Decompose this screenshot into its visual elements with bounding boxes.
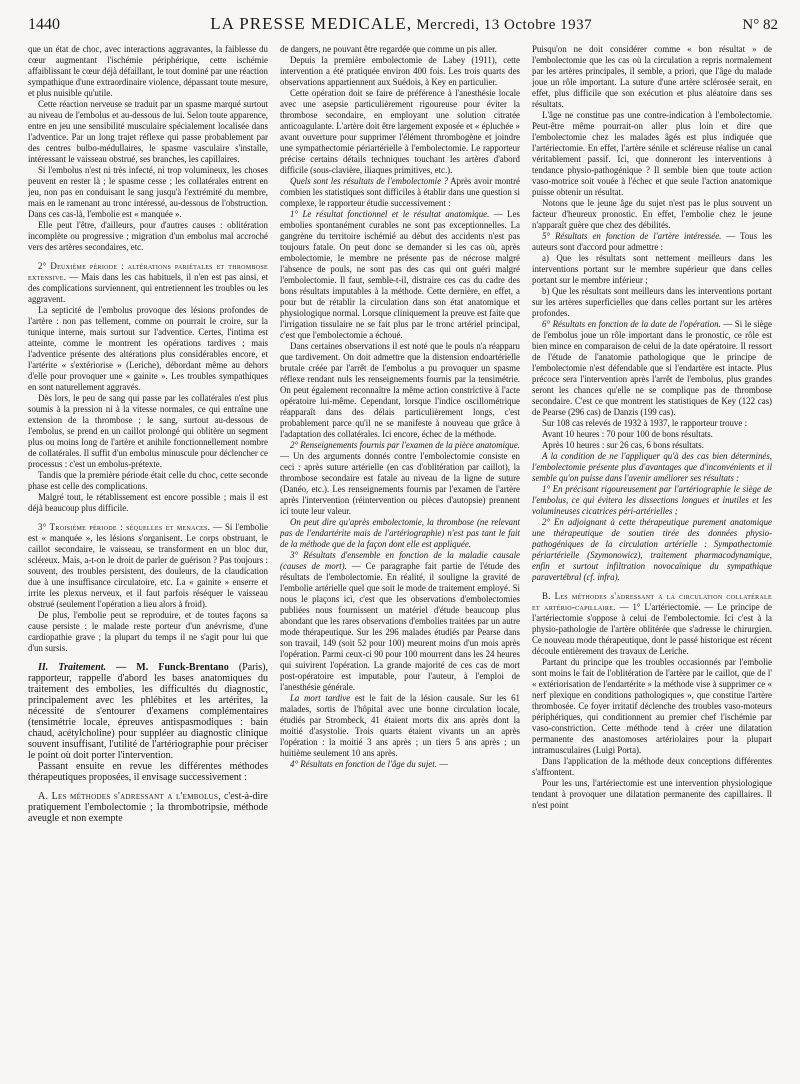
paragraph [532, 198, 772, 231]
paragraph-text: Cette opération doit se faire de préférence à l'anesthésie locale avec une asepsie particulièrement rigoureuse pour éviter la thrombose secondaire, en employant une solution citratée anticoagulante. L'artère doit être largement exposée et « épluchée » avant ouverture pour supprimer l'élément thrombogène et joindre une sympathectomie périartérielle à l'embolectomie. Le rapporteur précise certains détails techniques touchant les artères d'abord difficile (sous-clavière, iliaques primitives, etc.). [280, 88, 520, 175]
paragraph [28, 165, 268, 220]
paragraph-text: Après avoir montré combien les statistiques sont difficiles à établir dans une question si complexe, le rapporteur étudie successivement : [280, 176, 520, 208]
paragraph-text: L'âge ne constitue pas une contre-indication à l'embolectomie. Peut-être même pourrait-on aller plus loin et dire que l'embolectomie chez les malades âgés est plus indiquée que l'artériectomie. En effet, l'artère sénile et scléreuse réalise un canal véritablement passif. Ici, que donneront les interventions à tendance physio-pathogénique ? Il semble bien que toute action vaso-motrice soit vouée à l'échec et que seule l'action anatomique puisse obtenir un résultat. [532, 110, 772, 197]
issue-number: N° 82 [742, 17, 778, 33]
paragraph-text: b) Que les résultats sont meilleurs dans les interventions portant sur les artères superficielles que dans celles portant sur les artères profondes. [532, 286, 772, 318]
journal-title: LA PRESSE MEDICALE, [210, 14, 413, 33]
subheading: 6° Résultats en fonction de la date de l'opération. [542, 319, 721, 329]
paragraph-text: — Tous les auteurs sont d'accord pour admettre : [532, 231, 772, 252]
page-header [28, 14, 778, 40]
paragraph-text: a) Que les résultats sont nettement meilleurs dans les interventions portant sur le membre supérieur que dans celles portant sur le membre inférieur ; [532, 253, 772, 285]
paragraph-text: est le fait de la lésion causale. Sur les 61 malades, sortis de l'hôpital avec une bonne circulation locale, étudiés par Strombeck, 41 étaient morts dix ans après dont la moitié d'asystolie. Trois quarts étaient vivants un an après l'opération : la moitié 3 ans après ; un tiers 5 ans après ; un huitième seulement 10 ans après. [280, 693, 520, 758]
subheading: 4° Résultats en fonction de l'âge du sujet. [290, 759, 437, 769]
paragraph-text: A la condition de ne l'appliquer qu'à des cas bien déterminés, l'embolectomie présente plus d'avantages que d'inconvénients et il semble qu'on puisse dans l'avenir améliorer ses résultats : [532, 451, 772, 483]
paragraph [280, 759, 520, 770]
paragraph [532, 517, 772, 583]
paragraph [28, 99, 268, 165]
paragraph-text: — 1° L'artériectomie. — Le principe de l'artériectomie s'oppose à celui de l'embolectomie. Ici c'est à la physio-pathologie de l'artère oblitérée que s'adresse le chirurgien. Ce nouveau mode thérapeutique, dont le passé historique est récent découle entièrement des travaux de Leriche. [532, 602, 772, 656]
paragraph [532, 253, 772, 286]
paragraph-text: De plus, l'embolie peut se reproduire, et de toutes façons sa cause persiste : le malade reste porteur d'un anévrisme, d'une cardiopathie grave ; la plupart du temps il ne s'agit pour lui que d'un sursis. [28, 610, 268, 653]
paragraph [280, 44, 520, 55]
paragraph-text: Avant 10 heures : 70 pour 100 de bons résultats. [542, 429, 713, 439]
paragraph [28, 610, 268, 654]
paragraph [280, 88, 520, 176]
paragraph-text: — Si l'embolie est « manquée », les lésions s'organisent. Le corps obstruant, le caillot secondaire, le vaisseau, se transforment en un bloc dur, scléreux. Mais, a-t-on le droit de parler de guérison ? Pas toujours : souvent, des troubles persistent, des douleurs, de la claudication due à une insuffisance circulatoire, etc. La « gainite » enserre et irrite les plexus nerveux, et il faut parfois réséquer le vaisseau obstrué (seulement l'opération a lieu alors à froid). [28, 522, 268, 609]
author-name: — M. Funck-Brentano [106, 662, 229, 673]
paragraph [28, 761, 268, 783]
paragraph [532, 440, 772, 451]
paragraph-text: 2° En adjoignant à cette thérapeutique purement anatomique une thérapeutique de soutien tirée des données physio-pathogéniques de la circulation artérielle : Sympathectomie périartérielle (Szymonowicz), traitement pharmacodynamique, enfin et surtout infiltration novocaïnique du sympathique paravertébral (cf. infra). [532, 517, 772, 582]
column-3 [532, 44, 772, 1084]
paragraph [532, 429, 772, 440]
subheading: 5° Résultats en fonction de l'artère intéressée. [542, 231, 722, 241]
subheading: 1° Le résultat fonctionnel et le résultat anatomique. [290, 209, 490, 219]
paragraph-text: Passant ensuite en revue les différentes méthodes thérapeutiques proposées, il envisage successivement : [28, 761, 268, 783]
paragraph-text: Notons que le jeune âge du sujet n'est pas le plus souvent un facteur d'heureux pronostic. En effet, l'embolie chez le jeune n'apparaît guère que chez des débilités. [532, 198, 772, 230]
paragraph [28, 522, 268, 610]
section-heading: A. Les méthodes s'adressant a l'embolus, [38, 791, 222, 802]
paragraph-text: 1° En précisant rigoureusement par l'artériographie le siège de l'embolus, ce qui évitera les dissections longues et inutiles et les volumineuses cicatrices péri-artérielles ; [532, 484, 772, 516]
issue-date: Mercredi, 13 Octobre 1937 [416, 17, 593, 33]
paragraph-text: que un état de choc, avec interactions aggravantes, la faiblesse du cœur augmentant l'ischémie périphérique, cette ischémie affaiblissant le cœur déjà défaillant, le tout dominé par une réaction sympathique d'une extraordinaire violence, dépassant toute mesure, et plus nuisible qu'utile. [28, 44, 268, 98]
paragraph-text: Dans l'application de la méthode deux conceptions différentes s'affrontent. [532, 756, 772, 777]
paragraph-text: La septicité de l'embolus provoque des lésions profondes de l'artère : non pas tellement, comme on pourrait le croire, sur la tunique interne, mais surtout sur l'adventice. Certes, l'intima est atteinte, comme le montrent les opérations tardives ; mais l'adventice présente des altérations plus considérables encore, et l'artérite « s'extériorise » (Leriche), débordant même au dehors d'elle pour provoquer une « gainite ». Les troubles sympathiques en sont naturellement aggravés. [28, 305, 268, 392]
paragraph [280, 341, 520, 440]
paragraph [532, 484, 772, 517]
subheading: La mort tardive [290, 693, 351, 703]
paragraph-text: Depuis la première embolectomie de Labey (1911), cette intervention a été pratiquée environ 400 fois. Les trois quarts des observations appartiennent aux Suédois, à Key en particulier. [280, 55, 520, 87]
paragraph [532, 319, 772, 418]
paragraph [280, 517, 520, 550]
paragraph [532, 231, 772, 253]
masthead [210, 14, 592, 34]
section-heading: B. Les méthodes s'adressant a la circulation collatérale et artério-capillaire. [532, 591, 772, 612]
paragraph [532, 591, 772, 657]
paragraph [28, 393, 268, 470]
paragraph-text: Dans certaines observations il est noté que le pouls n'a réapparu que tardivement. On doit admettre que la distension endoartérielle brutale créée par l'arrêt de l'embolus a pu provoquer un spasme réflexe rendant nuls les renseignements fournis par la tensimétrie. On peut également reconnaître la même action constrictive à l'acte opératoire lui-même. Cependant, lorsque l'indice oscillométrique réapparaît dans des délais particulièrement longs, c'est probablement parce qu'il ne se manifeste à nouveau que grâce à l'adaptation des collatérales. Ici encore, échec de la méthode. [280, 341, 520, 439]
paragraph [532, 44, 772, 110]
paragraph-text: Si l'embolus n'est ni très infecté, ni trop volumineux, les choses peuvent en rester là ; le spasme cesse ; les collatérales entrent en jeu, non pas en conduisant le sang jusqu'à l'extrémité du membre, mais en le ramenant au tronc intéressé, au-dessous de l'obstruction. Dans ces cas-là, l'embolie est « manquée ». [28, 165, 268, 219]
paragraph [280, 176, 520, 209]
paragraph [28, 470, 268, 492]
column-2 [280, 44, 520, 1084]
section-heading: 2° Deuxième période : altérations pariétales et thrombose extensive. [28, 261, 268, 282]
paragraph [280, 440, 520, 517]
article-columns [28, 44, 778, 1084]
subheading: 2° Renseignements fournis par l'examen de la pièce anatomique. [290, 440, 520, 450]
page-number: 1440 [28, 16, 60, 33]
section-heading: 3° Troisième période : séquelles et menaces. [38, 522, 211, 532]
paragraph-text: — Les embolies spontanément curables ne sont pas exceptionnelles. La gangrène du territoire ischémié au début des accidents n'est pas toujours fatale. On peut donc se demander si les cas où, après embolectomie, le membre ne présente pas de nécrose malgré l'absence de pouls, ne sont pas des cas qui ont guéri malgré l'embolectomie. Il faut, semble-t-il, distraire ces cas du cadre des bons résultats imputables à la méthode. Cette dernière, en effet, a pour but de rétablir la circulation dans son état anatomique et physiologique normal. Lorsque cliniquement la preuve est faite que l'irrigation tissulaire ne se fait plus par le tronc artériel principal, c'est que l'embolectomie a échoué. [280, 209, 520, 340]
paragraph [280, 550, 520, 693]
paragraph-text: Partant du principe que les troubles occasionnés par l'embolie sont moins le fait de l'oblitération de l'artère par le caillot, que de l' « extériorisation de l'endartérite » la méthode vise à supprimer ce « nerf plexique en conditions pathologiques », que constitue l'artère thrombosée. Ce foyer irritatif déclenche des troubles vaso-moteurs périphériques, qui conditionnent au premier chef l'ischémie par vaso-constriction. Cette méthode tend à créer une dilatation permanente des anastomoses artériolaires pour la plupart intramusculaires (Luigi Porta). [532, 657, 772, 755]
paragraph-text: Sur 108 cas relevés de 1932 à 1937, le rapporteur trouve : [542, 418, 748, 428]
paragraph [28, 492, 268, 514]
paragraph-text: Puisqu'on ne doit considérer comme « bon résultat » de l'embolectomie que les cas où la circulation a repris normalement par les artères principales, il semble, a priori, que l'âge du malade joue un rôle important. La suture d'une artère sclérosée serait, en effet, plus difficile que son exécution et plus aléatoire dans ses résultats. [532, 44, 772, 109]
paragraph-text: c'est-à-dire pratiquement l'embolectomie ; la thrombotripsie, méthode aveugle et non exempte [28, 791, 268, 824]
paragraph-text: Pour les uns, l'artériectomie est une intervention physiologique tendant à provoquer une dilatation permanente des capillaires. Il n'est point [532, 778, 772, 810]
paragraph [28, 44, 268, 99]
paragraph [28, 220, 268, 253]
paragraph-text: — [436, 759, 449, 769]
paragraph-text: — Si le siège de l'embolus joue un rôle important dans le pronostic, ce rôle est bien mince en comparaison de celui de la date opératoire. Il ressort de l'étude de l'anatomie pathologique que le principe de l'embolectomie n'est défendable que si l'endartère est intacte. Plus précoce sera l'intervention après l'arrêt de l'embolus, plus grandes seront les chances qu'elle ne se complique pas de thrombose secondaire. C'est ce que montrent les statistiques de Key (122 cas) de Pearse (296 cas) de Danzis (199 cas). [532, 319, 772, 417]
paragraph [28, 662, 268, 761]
paragraph-text: — Mais dans les cas habituels, il n'en est pas ainsi, et des complications surviennent, qui entretiennent les troubles ou les aggravent. [28, 272, 268, 304]
paragraph [28, 261, 268, 305]
paragraph-text: Dès lors, le peu de sang qui passe par les collatérales n'est plus soumis à la pression ni à la vitesse normales, ce qui entraîne une extension de la thrombose ; le sang, surtout au-dessous de l'embolus, se prend en un caillot prolongé qui oblitère un segment plus ou moins long de l'artère et anihile fonctionnellement nombre de collatérales. Il suffit d'un embolus minuscule pour déclencher ce processus : c'est un embolus-prétexte. [28, 393, 268, 469]
subheading: 3° Résultats d'ensemble en fonction de la maladie causale (causes de mort). [280, 550, 520, 571]
paragraph [532, 110, 772, 198]
paragraph [532, 778, 772, 811]
paragraph [532, 418, 772, 429]
paragraph [532, 657, 772, 756]
paragraph-text: — Ce paragraphe fait partie de l'étude des résultats de l'embolectomie. En réalité, il souligne la gravité de l'embolie artérielle quel que soit le mode de traitement employé. Si nous le plaçons ici, c'est que les observations d'embolectomies publiées nous fournissent un matériel d'étude beaucoup plus abondant que les rares observations d'embolies traitées par un autre mode thérapeutique. Sur les 296 malades étudiés par Pearse dans son travail, 149 (soit 52 pour 100) meurent moins d'un mois après l'opération. Parmi ceux-ci 90 pour 100 mourrent dans les 24 heures qui suivirent l'opération. La grande majorité de ces cas de mort post-opératoire est imputable, pour l'auteur, à l'emploi de l'anesthésie générale. [280, 561, 520, 692]
paragraph-text: Cette réaction nerveuse se traduit par un spasme marqué surtout au niveau de l'embolus et au-dessous de lui. Selon toute apparence, entre en jeu une sensibilité musculaire spécialement localisée dans l'adventice. Par un long trajet réflexe qui passe probablement par des centres bulbo-médullaires, le spasme vasculaire s'installe, intéressant le vaisseau obstrué, ses branches, les capillaires. [28, 99, 268, 164]
paragraph [28, 305, 268, 393]
paragraph [280, 209, 520, 341]
section-heading: II. Traitement. [38, 662, 107, 673]
column-1 [28, 44, 268, 1084]
paragraph [280, 693, 520, 759]
paragraph [532, 756, 772, 778]
paragraph-text: Elle peut l'être, d'ailleurs, pour d'autres causes : oblitération incomplète ou progressive ; migration d'un embolus mal accroché vers des artères secondaires, etc. [28, 220, 268, 252]
paragraph [280, 55, 520, 88]
paragraph-text: Après 10 heures : sur 26 cas, 6 bons résultats. [542, 440, 704, 450]
paragraph [532, 451, 772, 484]
subheading: Quels sont les résultats de l'embolectomie ? [290, 176, 449, 186]
paragraph-text: (Paris), rapporteur, rappelle d'abord les bases anatomiques du traitement des embolies, les difficultés du diagnostic, principalement avec les phlébites et les artérites, la nécessité de s'entourer d'examens complémentaires (tensimétrie locale, épreuves antispasmodiques : bain chaud, acétylcholine) pour suppléer au diagnostic clinique souvent insuffisant, l'utilité de l'artériographie pour préciser le point où doit porter l'intervention. [28, 662, 268, 761]
paragraph-text: Malgré tout, le rétablissement est encore possible ; mais il est déjà beaucoup plus difficile. [28, 492, 268, 513]
paragraph [532, 286, 772, 319]
paragraph-text: — Un des arguments donnés contre l'embolectomie consiste en ceci : après suture artérielle (en cas d'oblitération par caillot), la thrombose secondaire est fatale au niveau de la ligne de suture (Danéo, etc.). Les renseignements fournis par l'examen de l'artère après l'intervention (réintervention ou pièces d'autopsie) prennent ici toute leur valeur. [280, 451, 520, 516]
paragraph [28, 791, 268, 824]
paragraph-text: de dangers, ne pouvant être regardée que comme un pis aller. [280, 44, 497, 54]
paragraph-text: On peut dire qu'après embolectomie, la thrombose (ne relevant pas de l'endartérite mais de l'artériographie) n'est pas tant le fait de la méthode que de la façon dont elle est appliquée. [280, 517, 520, 549]
paragraph-text: Tandis que la première période était celle du choc, cette seconde phase est celle des complications. [28, 470, 268, 491]
